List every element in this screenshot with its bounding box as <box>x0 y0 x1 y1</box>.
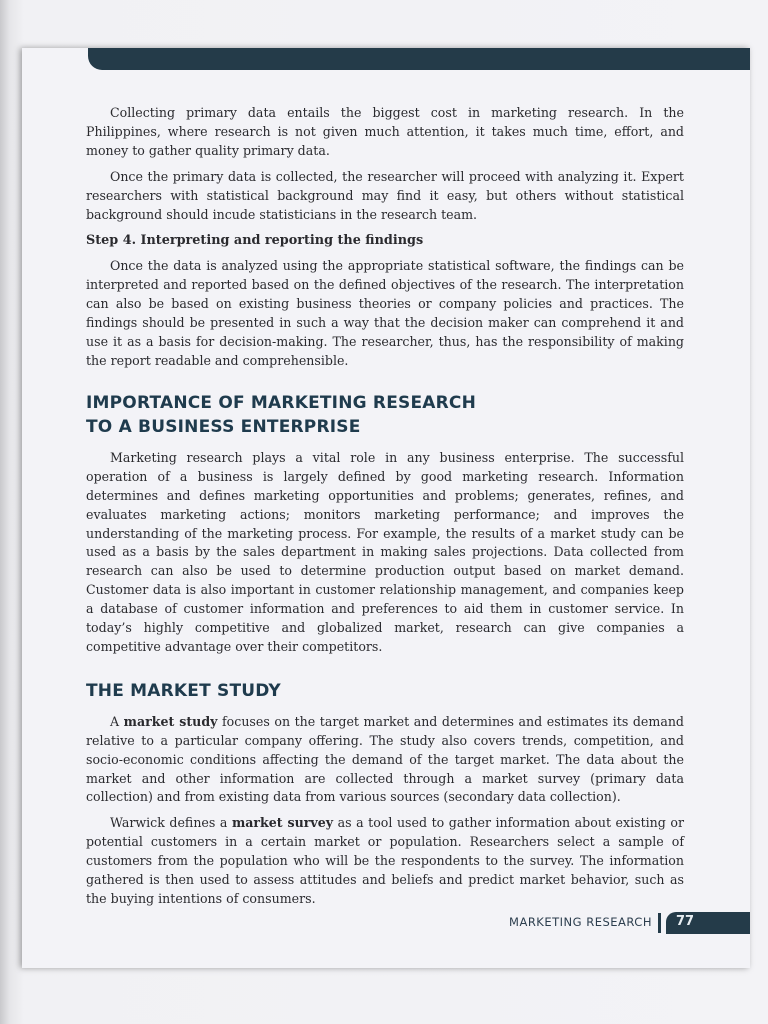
paragraph-market-survey <box>86 814 684 909</box>
top-banner <box>88 48 750 70</box>
step4-heading: Step 4. Interpreting and reporting the findings <box>86 233 424 249</box>
market-study-text-start: A <box>110 713 124 729</box>
market-survey-text-rest: as a tool used to gather information about existing or potential customers in a certain market or population. Researchers select a sample of customers from the population who will be the respondents to the survey. The information gathered is then used to assess attitudes and beliefs and predict market behavior, such as the buying intentions of consumers. <box>86 815 684 906</box>
market-survey-text-start: Warwick defines a <box>110 815 232 831</box>
page-number: 77 <box>676 914 695 929</box>
paragraph-market-study <box>86 713 684 808</box>
page-footer <box>22 912 750 936</box>
page-content <box>86 104 684 909</box>
paragraph-analyzing-data: Once the primary data is collected, the researcher will proceed with analyzing it. Expert researchers with statistical background may find it easy, but others without statistical background should incude statisticians in the research team. <box>86 168 684 222</box>
market-study-heading: THE MARKET STUDY <box>86 680 281 701</box>
market-survey-term: market survey <box>231 815 334 831</box>
importance-heading-line2: TO A BUSINESS ENTERPRISE <box>86 416 361 437</box>
paragraph-interpreting-findings: Once the data is analyzed using the appropriate statistical software, the findings can be interpreted and reported based on the defined objectives of the research. The interpretation can also be based on existing business theories or company policies and practices. The findings should be presented in such a way that the decision maker can comprehend it and use it as a basis for decision-making. The researcher, thus, has the responsibility of making the report readable and comprehensible. <box>86 258 684 368</box>
footer-running-title: MARKETING RESEARCH <box>509 915 652 929</box>
importance-heading-line1: IMPORTANCE OF MARKETING RESEARCH <box>86 392 477 413</box>
page-number-tab <box>666 912 750 934</box>
market-study-text-rest: focuses on the target market and determines and estimates its demand relative to a particular company offering. The study also covers trends, competition, and socio-economic conditions affecting the demand of the target market. The data about the market and other information are collected through a market survey (primary data collection) and from existing data from various sources (secondary data collection). <box>86 713 684 805</box>
market-study-term: market study <box>123 713 218 729</box>
book-page <box>22 48 750 968</box>
footer-divider <box>658 913 661 933</box>
paragraph-importance: Marketing research plays a vital role in any business enterprise. The successful operation of a business is largely defined by good marketing research. Information determines and defines marketing opportunities and problems; generates, refines, and evaluates marketing actions; monitors marketing performance; and improves the understanding of the marketing process. For example, the results of a market study can be used as a basis by the sales department in making sales projections. Data collected from research can also be used to determine production output based on market demand. Customer data is also important in customer relationship management, and companies keep a database of customer information and preferences to aid them in customer service. In today’s highly competitive and globalized market, research can give companies a competitive advantage over their competitors. <box>86 449 684 654</box>
paragraph-primary-data-cost: Collecting primary data entails the biggest cost in marketing research. In the Philippines, where research is not given much attention, it takes much time, effort, and money to gather quality primary data. <box>86 105 684 158</box>
importance-heading <box>86 391 684 439</box>
